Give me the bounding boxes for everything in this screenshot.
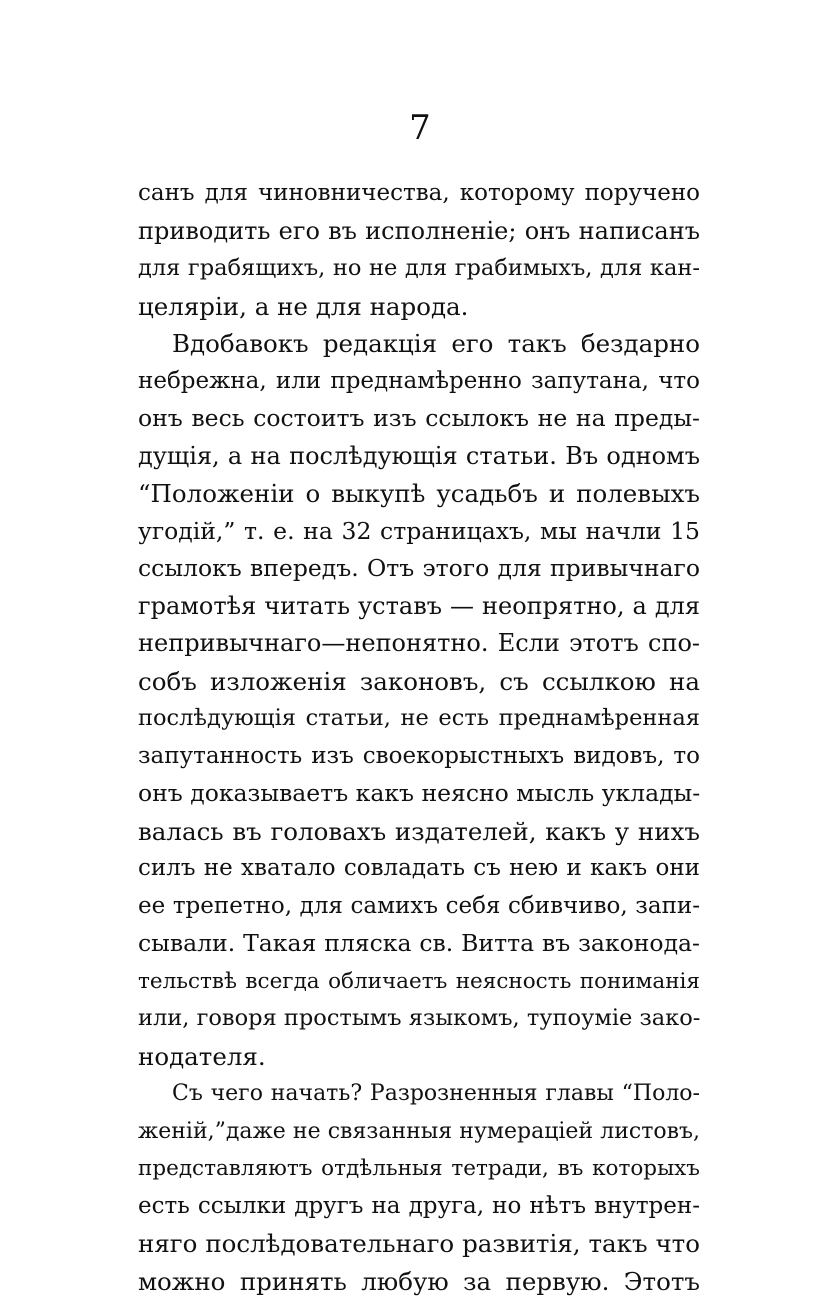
- text-line: Вдобавокъ редакція его такъ бездарно: [138, 325, 700, 363]
- text-line: няго послѣдовательнаго развитія, такъ что: [138, 1225, 700, 1263]
- text-line: силъ не хватало совладать съ нею и какъ они: [138, 850, 700, 888]
- text-line: онъ доказываетъ какъ неясно мысль уклады-: [138, 775, 700, 813]
- text-line: или, говоря простымъ языкомъ, тупоуміе зако-: [138, 1000, 700, 1038]
- text-line: тельствѣ всегда обличаетъ неясность пониманія: [138, 963, 700, 1001]
- text-line: приводить его въ исполненіе; онъ написанъ: [138, 213, 700, 251]
- text-line: для грабящихъ, но не для грабимыхъ, для кан-: [138, 250, 700, 288]
- text-line: небрежна, или преднамѣренно запутана, что: [138, 363, 700, 401]
- text-line: грамотѣя читать уставъ — неопрятно, а для: [138, 588, 700, 626]
- text-line: валась въ головахъ издателей, какъ у нихъ: [138, 813, 700, 851]
- text-line: целяріи, а не для народа.: [138, 288, 700, 326]
- text-line: собъ изложенія законовъ, съ ссылкою на: [138, 663, 700, 701]
- text-line: можно принять любую за первую. Этотъ: [138, 1263, 700, 1300]
- text-line: Съ чего начать? Разрозненныя главы “Поло-: [138, 1075, 700, 1113]
- text-line: угодій,” т. е. на 32 страницахъ, мы начли 15: [138, 513, 700, 551]
- text-line: запутанность изъ своекорыстныхъ видовъ, то: [138, 738, 700, 776]
- page-number: 7: [0, 108, 840, 148]
- text-line: представляютъ отдѣльныя тетради, въ которыхъ: [138, 1150, 700, 1188]
- text-line: послѣдующія статьи, не есть преднамѣренная: [138, 700, 700, 738]
- text-line: непривычнаго—непонятно. Если этотъ спо-: [138, 625, 700, 663]
- text-line: есть ссылки другъ на друга, но нѣтъ внутрен-: [138, 1188, 700, 1226]
- text-line: дущія, а на послѣдующія статьи. Въ одномъ: [138, 438, 700, 476]
- text-line: сывали. Такая пляска св. Витта въ законода-: [138, 925, 700, 963]
- text-line: ее трепетно, для самихъ себя сбивчиво, запи-: [138, 888, 700, 926]
- text-line: онъ весь состоитъ изъ ссылокъ не на преды-: [138, 400, 700, 438]
- text-line: нодателя.: [138, 1038, 700, 1076]
- text-line: женій,”даже не связанныя нумераціей листовъ,: [138, 1113, 700, 1151]
- text-line: ссылокъ впередъ. Отъ этого для привычнаго: [138, 550, 700, 588]
- body-text: [138, 175, 700, 1300]
- text-line: “Положеніи о выкупѣ усадьбъ и полевыхъ: [138, 475, 700, 513]
- text-line: санъ для чиновничества, которому поручено: [138, 175, 700, 213]
